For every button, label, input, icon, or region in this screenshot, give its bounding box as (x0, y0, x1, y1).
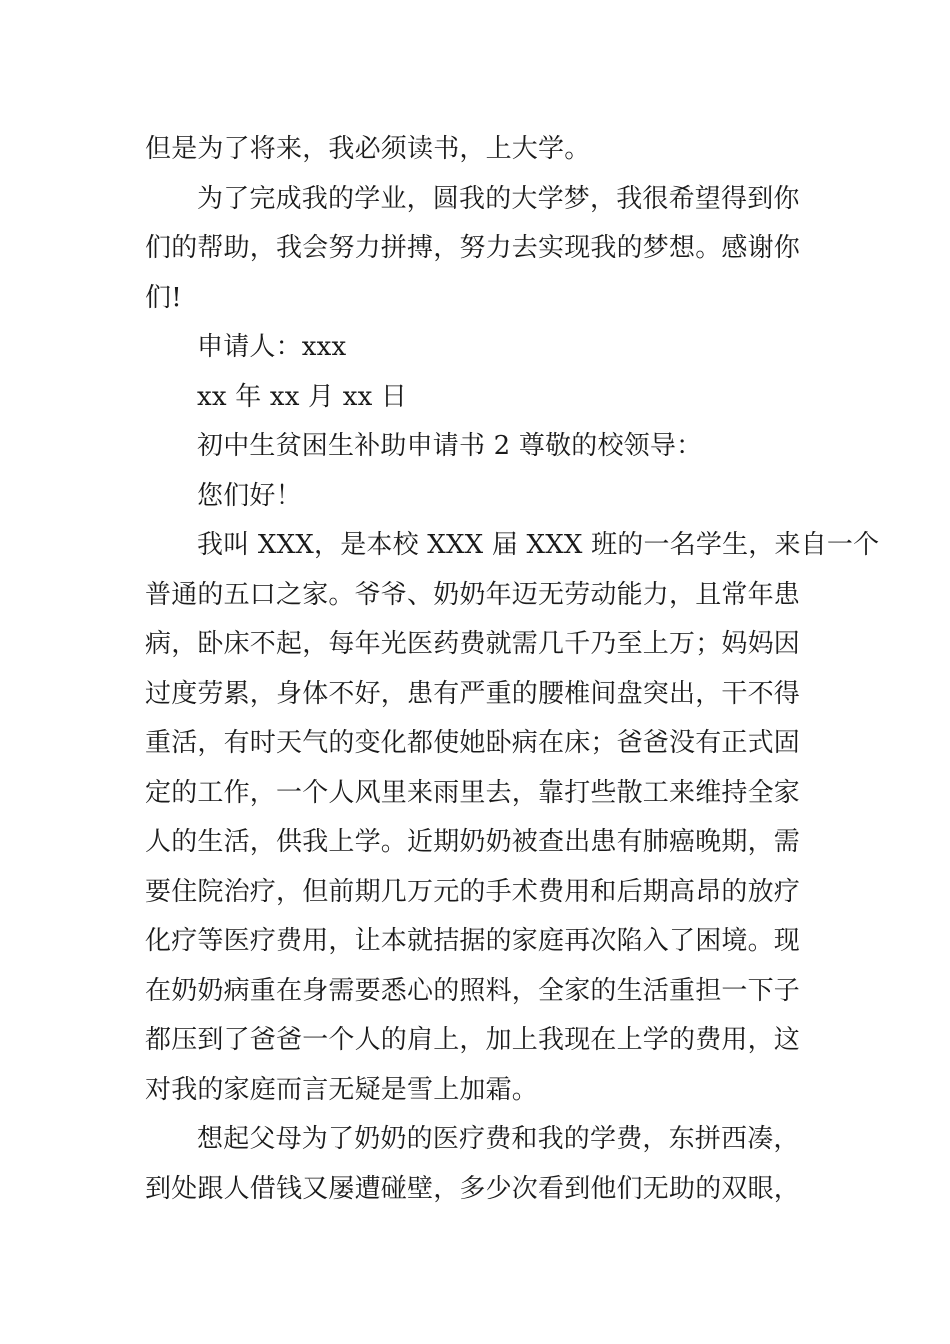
text-line: 们! (145, 282, 182, 313)
text-line: 定的工作，一个人风里来雨里去，靠打些散工来维持全家 (145, 777, 801, 808)
text-line: 要住院治疗，但前期几万元的手术费用和后期高昂的放疗 (145, 876, 801, 907)
text-line: 想起父母为了奶奶的医疗费和我的学费，东拼西凑， (197, 1124, 800, 1154)
date-line: xx 年 xx 月 xx 日 (197, 381, 408, 412)
text-line: 过度劳累，身体不好，患有严重的腰椎间盘突出，干不得 (145, 678, 801, 709)
text-line: 化疗等医疗费用，让本就拮据的家庭再次陷入了困境。现 (145, 926, 801, 956)
text-line: 在奶奶病重在身需要悉心的照料，全家的生活重担一下子 (145, 975, 801, 1006)
text-line: 但是为了将来，我必须读书，上大学。 (145, 134, 591, 164)
text-line: 我叫 XXX，是本校 XXX 届 XXX 班的一名学生，来自一个 (197, 530, 880, 560)
text-line: 重活，有时天气的变化都使她卧病在床；爸爸没有正式固 (145, 728, 801, 758)
applicant-line: 申请人：xxx (197, 332, 347, 362)
text-line: 普通的五口之家。爷爷、奶奶年迈无劳动能力，且常年患 (145, 579, 801, 610)
document-page (145, 125, 880, 1214)
text-line: 对我的家庭而言无疑是雪上加霜。 (145, 1074, 539, 1105)
text-line: 们的帮助，我会努力拼搏，努力去实现我的梦想。感谢你 (145, 233, 801, 263)
text-line: 到处跟人借钱又屡遭碰壁，多少次看到他们无助的双眼， (145, 1173, 801, 1204)
greeting-line: 您们好！ (197, 480, 302, 511)
heading-line: 初中生贫困生补助申请书 2 尊敬的校领导： (197, 431, 703, 461)
text-line: 都压到了爸爸一个人的肩上，加上我现在上学的费用，这 (145, 1025, 801, 1055)
text-line: 病，卧床不起，每年光医药费就需几千乃至上万；妈妈因 (145, 629, 801, 659)
text-line: 人的生活，供我上学。近期奶奶被查出患有肺癌晚期，需 (145, 827, 801, 857)
text-line: 为了完成我的学业，圆我的大学梦，我很希望得到你 (197, 183, 800, 214)
